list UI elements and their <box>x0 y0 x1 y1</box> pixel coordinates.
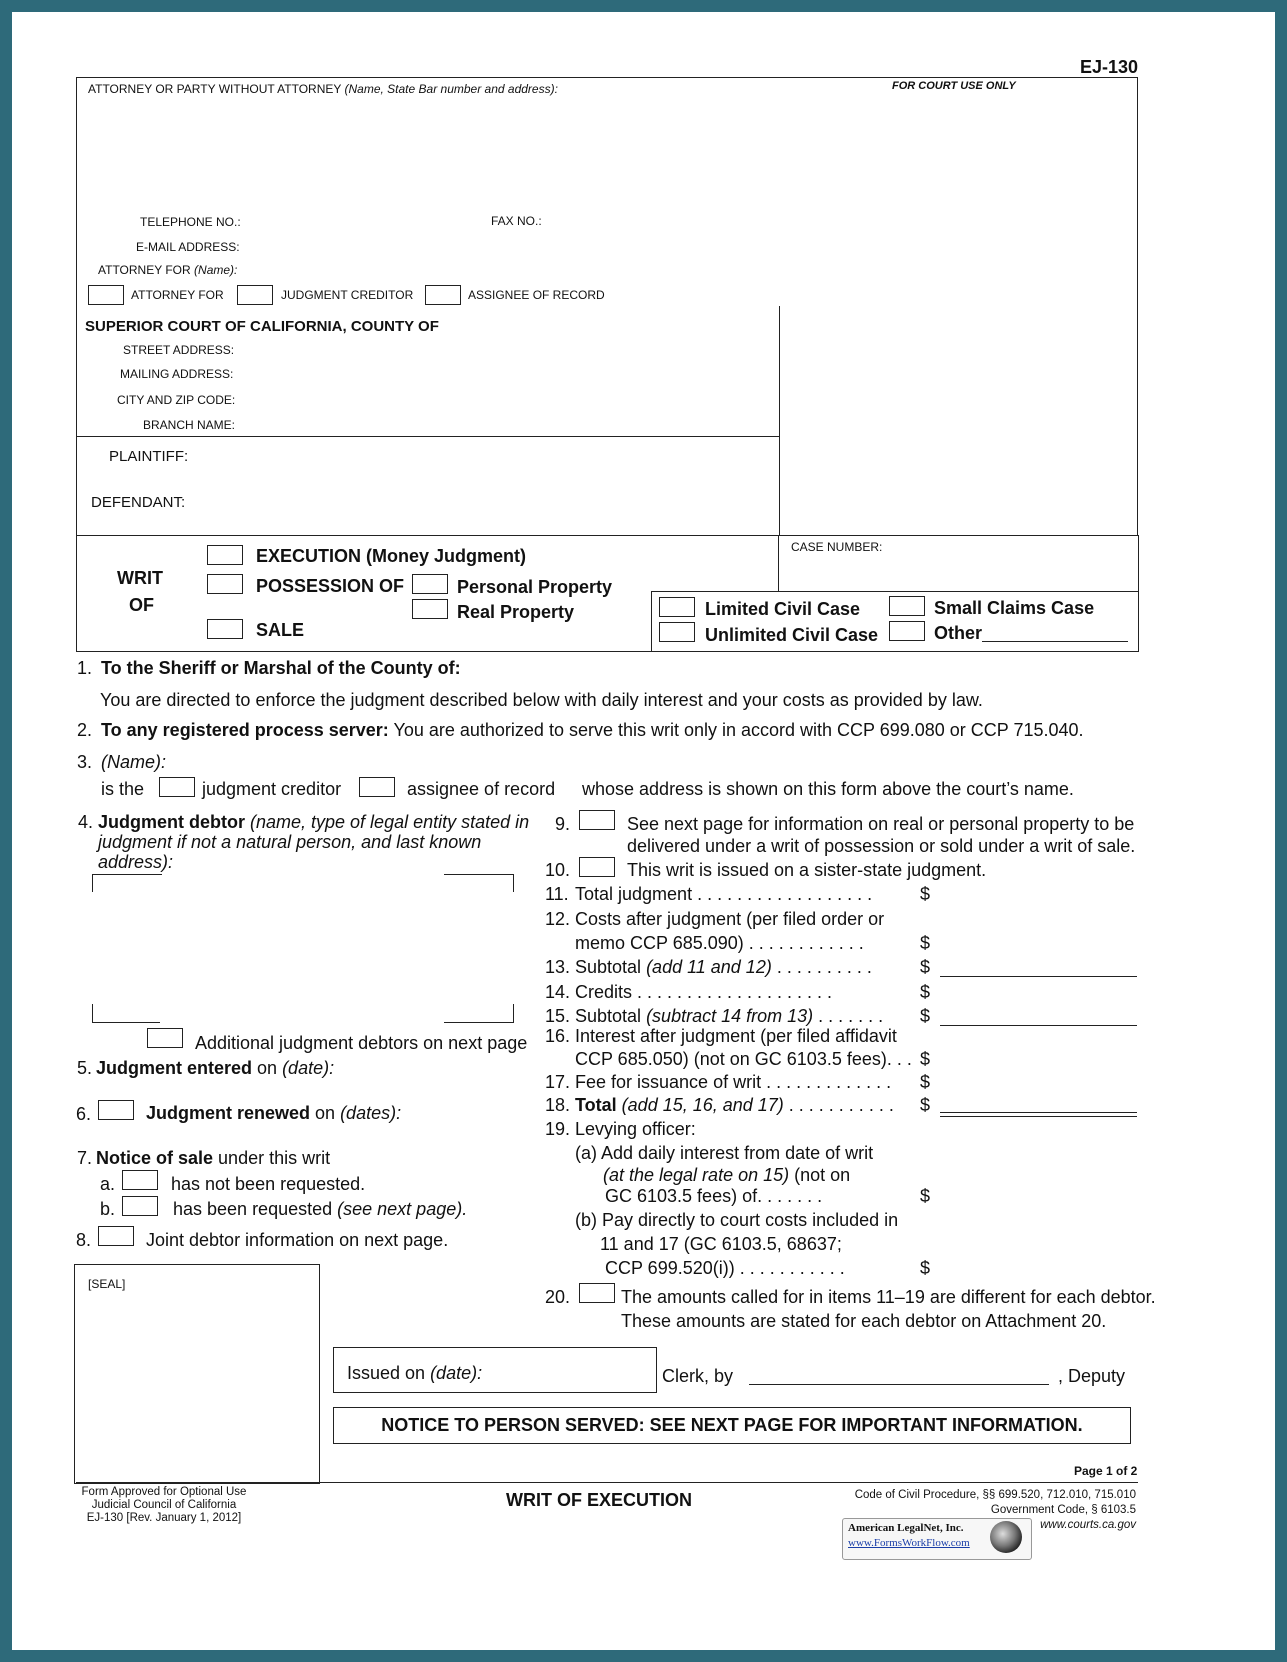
writ-label: WRIT <box>117 568 163 588</box>
other-label: Other <box>934 623 983 643</box>
court-use-box <box>778 77 1138 538</box>
real-property-checkbox[interactable] <box>412 599 448 619</box>
clerk-by-label: Clerk, by <box>662 1366 734 1386</box>
debtor-corner-bl <box>92 1004 93 1022</box>
attorney-label: ATTORNEY OR PARTY WITHOUT ATTORNEY (Name, State Bar number and address): <box>88 82 558 96</box>
item-7b-text: has been requested (see next page). <box>173 1199 468 1219</box>
item-11-text: Total judgment . . . . . . . . . . . . . . . . . . <box>575 884 873 904</box>
item-4-heading: Judgment debtor (name, type of legal entity stated in <box>98 812 530 832</box>
item-3-name-label: (Name): <box>101 752 167 772</box>
debtor-corner-tl-line <box>92 874 162 875</box>
item-9-text-1: See next page for information on real or personal property to be <box>627 814 1135 834</box>
item-1-heading: To the Sheriff or Marshal of the County of: <box>101 658 461 678</box>
item-3-judgment-creditor-label: judgment creditor <box>202 779 342 799</box>
city-zip-label: CITY AND ZIP CODE: <box>117 393 236 407</box>
item-9-checkbox[interactable] <box>579 810 615 830</box>
case-number-divider <box>778 535 779 591</box>
item-18-number: 18. <box>545 1095 571 1115</box>
clerk-signature-line[interactable] <box>749 1384 1049 1385</box>
item-15-dollar: $ <box>920 1006 931 1026</box>
sale-checkbox[interactable] <box>207 619 243 639</box>
item-18-amount-line-2 <box>940 1116 1137 1117</box>
item-18-dollar: $ <box>920 1095 931 1115</box>
item-6-checkbox[interactable] <box>98 1100 134 1120</box>
item-4-number: 4. <box>78 812 94 832</box>
possession-checkbox[interactable] <box>207 574 243 594</box>
item-16-text-2: CCP 685.050) (not on GC 6103.5 fees). . . <box>575 1049 912 1069</box>
item-11-dollar: $ <box>920 884 931 904</box>
telephone-label: TELEPHONE NO.: <box>140 215 241 229</box>
item-19b-text-2: 11 and 17 (GC 6103.5, 68637; <box>600 1234 842 1254</box>
form-title: WRIT OF EXECUTION <box>506 1490 692 1510</box>
sale-label: SALE <box>256 620 305 640</box>
personal-property-checkbox[interactable] <box>412 574 448 594</box>
fax-label: FAX NO.: <box>491 214 542 228</box>
writ-of-label: OF <box>129 595 154 615</box>
form-id: EJ-130 <box>1080 57 1139 77</box>
publisher-url[interactable]: www.FormsWorkFlow.com <box>848 1537 970 1549</box>
other-checkbox[interactable] <box>889 621 925 641</box>
judgment-creditor-option: JUDGMENT CREDITOR <box>281 288 414 302</box>
item-15-text: Subtotal (subtract 14 from 13) . . . . . . . <box>575 1006 884 1026</box>
street-address-label: STREET ADDRESS: <box>123 343 235 357</box>
item-11-number: 11. <box>545 884 569 904</box>
item-16-number: 16. <box>545 1026 571 1046</box>
item-19b-text-3: CCP 699.520(i)) . . . . . . . . . . . <box>605 1258 845 1278</box>
debtor-corner-bl-line <box>92 1022 160 1023</box>
item-3-assignee-label: assignee of record <box>407 779 556 799</box>
additional-debtors-label: Additional judgment debtors on next page <box>195 1033 528 1053</box>
item-2-number: 2. <box>77 720 93 740</box>
item-19b-text-1: (b) Pay directly to court costs included in <box>575 1210 899 1230</box>
issued-on-label: Issued on (date): <box>347 1363 483 1383</box>
item-18-text: Total (add 15, 16, and 17) . . . . . . . . . . . <box>575 1095 894 1115</box>
execution-checkbox[interactable] <box>207 545 243 565</box>
courts-url-link[interactable]: www.courts.ca.gov <box>1040 1519 1136 1531</box>
real-property-label: Real Property <box>457 602 575 622</box>
unlimited-civil-label: Unlimited Civil Case <box>705 625 879 645</box>
debtor-corner-br <box>513 1004 514 1022</box>
item-7a-text: has not been requested. <box>171 1174 366 1194</box>
seal-box <box>74 1264 320 1484</box>
item-8-number: 8. <box>76 1230 92 1250</box>
item-3-judgment-creditor-checkbox[interactable] <box>159 777 195 797</box>
item-18-amount-line-1[interactable] <box>940 1112 1137 1113</box>
item-6-number: 6. <box>76 1104 92 1124</box>
item-19-text: Levying officer: <box>575 1119 696 1139</box>
item-19b-dollar: $ <box>920 1258 931 1278</box>
item-13-amount-line[interactable] <box>940 976 1137 977</box>
item-7-number: 7. <box>77 1148 93 1168</box>
item-20-checkbox[interactable] <box>579 1283 615 1303</box>
item-19a-text-2: (at the legal rate on 15) (not on <box>603 1165 851 1185</box>
item-2-text: To any registered process server: You are authorized to serve this writ only in accord with CCP 699.080 or CCP 715.040. <box>101 720 1084 740</box>
item-4-hint-3: address): <box>98 852 174 872</box>
item-3-is-the: is the <box>101 779 145 799</box>
item-12-dollar: $ <box>920 933 931 953</box>
judgment-creditor-checkbox[interactable] <box>237 285 273 305</box>
court-use-label: FOR COURT USE ONLY <box>892 80 1016 92</box>
item-19a-text-1: (a) Add daily interest from date of writ <box>575 1143 874 1163</box>
item-7a-letter: a. <box>100 1174 116 1194</box>
case-number-label: CASE NUMBER: <box>791 540 883 554</box>
footer-divider <box>76 1482 1138 1483</box>
item-1-number: 1. <box>77 658 93 678</box>
item-19-number: 19. <box>545 1119 571 1139</box>
item-6-text: Judgment renewed on (dates): <box>146 1103 402 1123</box>
execution-label: EXECUTION (Money Judgment) <box>256 546 527 566</box>
item-10-checkbox[interactable] <box>579 857 615 877</box>
item-13-number: 13. <box>545 957 571 977</box>
deputy-label: , Deputy <box>1058 1366 1126 1386</box>
debtor-corner-br-line <box>444 1022 514 1023</box>
item-4-hint-2: judgment if not a natural person, and last known <box>98 832 482 852</box>
item-19a-dollar: $ <box>920 1186 931 1206</box>
possession-label: POSSESSION OF <box>256 576 405 596</box>
item-17-text: Fee for issuance of writ . . . . . . . . . . . . . <box>575 1072 892 1092</box>
item-7-text: Notice of sale under this writ <box>96 1148 331 1168</box>
item-15-number: 15. <box>545 1006 571 1026</box>
personal-property-label: Personal Property <box>457 577 613 597</box>
item-3-tail: whose address is shown on this form above the court’s name. <box>582 779 1074 799</box>
seal-label: [SEAL] <box>88 1277 126 1291</box>
item-7a-checkbox[interactable] <box>122 1170 158 1190</box>
item-12-number: 12. <box>545 909 571 929</box>
plaintiff-label: PLAINTIFF: <box>109 448 189 465</box>
attorney-for-option: ATTORNEY FOR <box>131 288 224 302</box>
item-1-text: You are directed to enforce the judgment described below with daily interest and your costs as provided by law. <box>100 690 983 710</box>
approval-block: Form Approved for Optional Use Judicial Council of California EJ-130 [Rev. January 1, 2012] <box>81 1486 247 1524</box>
item-14-number: 14. <box>545 982 571 1002</box>
item-16-dollar: $ <box>920 1049 931 1069</box>
item-5-number: 5. <box>77 1058 93 1078</box>
item-7b-letter: b. <box>100 1199 116 1219</box>
item-17-dollar: $ <box>920 1072 931 1092</box>
item-12-text-1: Costs after judgment (per filed order or <box>575 909 885 929</box>
item-17-number: 17. <box>545 1072 571 1092</box>
limited-civil-label: Limited Civil Case <box>705 599 861 619</box>
page-number: Page 1 of 2 <box>1074 1464 1138 1478</box>
email-label: E-MAIL ADDRESS: <box>136 240 240 254</box>
item-13-text: Subtotal (add 11 and 12) . . . . . . . . . . <box>575 957 872 977</box>
debtor-corner-tl <box>92 874 93 892</box>
small-claims-label: Small Claims Case <box>934 598 1095 618</box>
other-input-line[interactable] <box>982 641 1128 642</box>
mailing-address-label: MAILING ADDRESS: <box>120 367 234 381</box>
notice-text: NOTICE TO PERSON SERVED: SEE NEXT PAGE FOR IMPORTANT INFORMATION. <box>381 1415 1083 1435</box>
item-10-text: This writ is issued on a sister-state judgment. <box>627 860 987 880</box>
item-13-dollar: $ <box>920 957 931 977</box>
item-20-text-2: These amounts are stated for each debtor on Attachment 20. <box>621 1311 1107 1331</box>
unlimited-civil-checkbox[interactable] <box>659 622 695 642</box>
form-page <box>12 12 1275 1650</box>
additional-debtors-checkbox[interactable] <box>147 1028 183 1048</box>
small-claims-checkbox[interactable] <box>889 596 925 616</box>
item-3-assignee-checkbox[interactable] <box>359 777 395 797</box>
attorney-for-label: ATTORNEY FOR (Name): <box>98 263 238 277</box>
item-5-text: Judgment entered on (date): <box>96 1058 335 1078</box>
publisher-name: American LegalNet, Inc. <box>848 1522 964 1534</box>
assignee-checkbox[interactable] <box>425 285 461 305</box>
globe-icon <box>990 1521 1022 1553</box>
item-12-text-2: memo CCP 685.090) . . . . . . . . . . . . <box>575 933 864 953</box>
item-3-number: 3. <box>77 752 93 772</box>
item-16-text-1: Interest after judgment (per filed affidavit <box>575 1026 897 1046</box>
attorney-for-checkbox[interactable] <box>88 285 124 305</box>
code-references: Code of Civil Procedure, §§ 699.520, 712.010, 715.010 Government Code, § 6103.5 www.courts.ca.gov <box>772 1488 1136 1533</box>
item-19a-text-3: GC 6103.5 fees) of. . . . . . . <box>605 1186 823 1206</box>
debtor-corner-tr <box>513 874 514 892</box>
limited-civil-checkbox[interactable] <box>659 597 695 617</box>
item-20-text-1: The amounts called for in items 11–19 are different for each debtor. <box>621 1287 1156 1307</box>
court-title: SUPERIOR COURT OF CALIFORNIA, COUNTY OF <box>85 318 439 335</box>
item-9-number: 9. <box>555 814 571 834</box>
item-14-dollar: $ <box>920 982 931 1002</box>
branch-name-label: BRANCH NAME: <box>143 418 236 432</box>
defendant-label: DEFENDANT: <box>91 494 186 511</box>
debtor-corner-tr-line <box>444 874 514 875</box>
item-10-number: 10. <box>545 860 571 880</box>
assignee-option: ASSIGNEE OF RECORD <box>468 288 605 302</box>
item-15-amount-line[interactable] <box>940 1025 1137 1026</box>
item-8-text: Joint debtor information on next page. <box>146 1230 449 1250</box>
item-7b-checkbox[interactable] <box>122 1196 158 1216</box>
item-20-number: 20. <box>545 1287 571 1307</box>
item-9-text-2: delivered under a writ of possession or sold under a writ of sale. <box>627 836 1136 856</box>
item-14-text: Credits . . . . . . . . . . . . . . . . . . . . <box>575 982 833 1002</box>
item-8-checkbox[interactable] <box>98 1226 134 1246</box>
